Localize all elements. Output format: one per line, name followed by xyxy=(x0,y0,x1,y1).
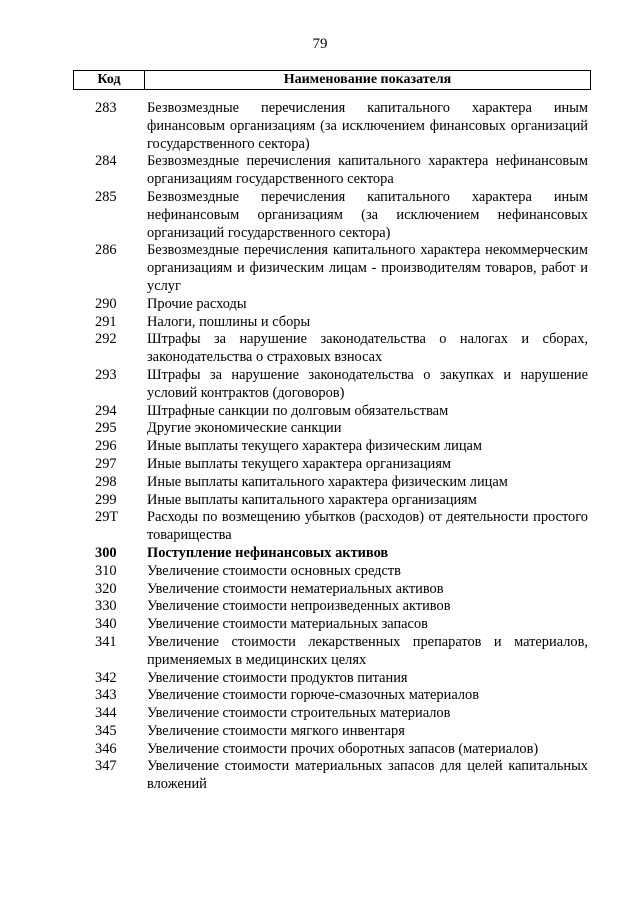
row-name: Увеличение стоимости нематериальных активов xyxy=(147,580,444,597)
row-name: Увеличение стоимости материальных запасов xyxy=(147,616,428,633)
row-name: Иные выплаты текущего характера организациям xyxy=(147,455,452,472)
row-name: Увеличение стоимости материальных запасов для целей капитальных вложений xyxy=(147,758,588,793)
row-code: 297 xyxy=(95,455,117,472)
table-row xyxy=(95,296,588,314)
row-name: Безвозмездные перечисления капитального характера некоммерческим организациям и физическим лицам - производителям товаров, работ и услуг xyxy=(147,242,588,294)
row-name: Другие экономические санкции xyxy=(147,420,342,437)
table-row xyxy=(95,420,588,438)
row-code: 345 xyxy=(95,722,117,739)
row-name: Штрафные санкции по долговым обязательствам xyxy=(147,402,449,419)
table-row xyxy=(95,616,588,634)
row-name: Увеличение стоимости продуктов питания xyxy=(147,669,408,686)
row-name: Увеличение стоимости прочих оборотных запасов (материалов) xyxy=(147,740,539,757)
row-name: Иные выплаты капитального характера организациям xyxy=(147,491,477,508)
table-row xyxy=(95,492,588,510)
row-code: 342 xyxy=(95,669,117,686)
table-row xyxy=(95,634,588,670)
row-code: 344 xyxy=(95,705,117,722)
table-row xyxy=(95,189,588,242)
row-name: Налоги, пошлины и сборы xyxy=(147,313,311,330)
table-row xyxy=(95,758,588,794)
table-row xyxy=(95,723,588,741)
row-code: 310 xyxy=(95,562,117,579)
page-number: 79 xyxy=(312,36,328,52)
row-name: Увеличение стоимости строительных материалов xyxy=(147,705,451,722)
row-code: 285 xyxy=(95,188,117,205)
table-row xyxy=(95,670,588,688)
row-code: 341 xyxy=(95,633,117,650)
row-code: 299 xyxy=(95,491,117,508)
table-row xyxy=(95,545,588,563)
indicator-list xyxy=(95,100,588,794)
row-name: Расходы по возмещению убытков (расходов) от деятельности простого товарищества xyxy=(147,509,588,544)
row-code: 291 xyxy=(95,313,117,330)
row-code: 292 xyxy=(95,331,117,348)
row-code: 295 xyxy=(95,420,117,437)
table-row xyxy=(95,438,588,456)
row-name: Безвозмездные перечисления капитального характера нефинансовым организациям государственного сектора xyxy=(147,153,588,188)
row-code: 340 xyxy=(95,616,117,633)
row-name: Увеличение стоимости непроизведенных активов xyxy=(147,598,451,615)
row-code: 286 xyxy=(95,242,117,259)
table-row xyxy=(95,474,588,492)
row-name: Поступление нефинансовых активов xyxy=(147,544,389,561)
row-name: Увеличение стоимости лекарственных препаратов и материалов, применяемых в медицинских целях xyxy=(147,633,588,668)
row-code: 330 xyxy=(95,598,117,615)
table-row xyxy=(95,153,588,189)
row-name: Штрафы за нарушение законодательства о закупках и нарушение условий контрактов (договоров) xyxy=(147,366,588,401)
row-name: Штрафы за нарушение законодательства о налогах и сборах, законодательства о страховых взносах xyxy=(147,331,588,366)
row-code: 346 xyxy=(95,740,117,757)
row-name: Увеличение стоимости горюче-смазочных материалов xyxy=(147,687,480,704)
row-name: Иные выплаты текущего характера физическим лицам xyxy=(147,438,483,455)
table-row xyxy=(95,705,588,723)
table-row xyxy=(95,331,588,367)
table-row xyxy=(95,367,588,403)
table-row xyxy=(95,242,588,295)
row-code: 347 xyxy=(95,758,117,775)
table-row xyxy=(95,314,588,332)
row-code: 320 xyxy=(95,580,117,597)
row-name: Увеличение стоимости мягкого инвентаря xyxy=(147,722,405,739)
row-name: Прочие расходы xyxy=(147,295,247,312)
table-row xyxy=(95,509,588,545)
table-row xyxy=(95,741,588,759)
row-name: Безвозмездные перечисления капитального характера иным финансовым организациям (за исключением финансовых организаций государственного сектора) xyxy=(147,100,588,152)
table-row xyxy=(95,598,588,616)
row-code: 284 xyxy=(95,153,117,170)
row-code: 283 xyxy=(95,100,117,116)
row-code: 29Т xyxy=(95,509,119,526)
row-code: 298 xyxy=(95,473,117,490)
row-code: 343 xyxy=(95,687,117,704)
table-row xyxy=(95,456,588,474)
column-header-code: Код xyxy=(74,71,145,89)
row-code: 290 xyxy=(95,295,117,312)
table-row xyxy=(95,581,588,599)
row-name: Увеличение стоимости основных средств xyxy=(147,562,401,579)
table-header xyxy=(73,70,591,90)
row-code: 300 xyxy=(95,544,117,561)
row-code: 294 xyxy=(95,402,117,419)
column-header-name: Наименование показателя xyxy=(283,72,452,87)
table-row xyxy=(95,403,588,421)
table-row xyxy=(95,100,588,153)
row-name: Безвозмездные перечисления капитального характера иным нефинансовым организациям (за исключением нефинансовых организаций государственного сектора) xyxy=(147,188,588,241)
row-code: 296 xyxy=(95,438,117,455)
row-code: 293 xyxy=(95,366,117,383)
row-name: Иные выплаты капитального характера физическим лицам xyxy=(147,473,508,490)
table-row xyxy=(95,687,588,705)
table-row xyxy=(95,563,588,581)
